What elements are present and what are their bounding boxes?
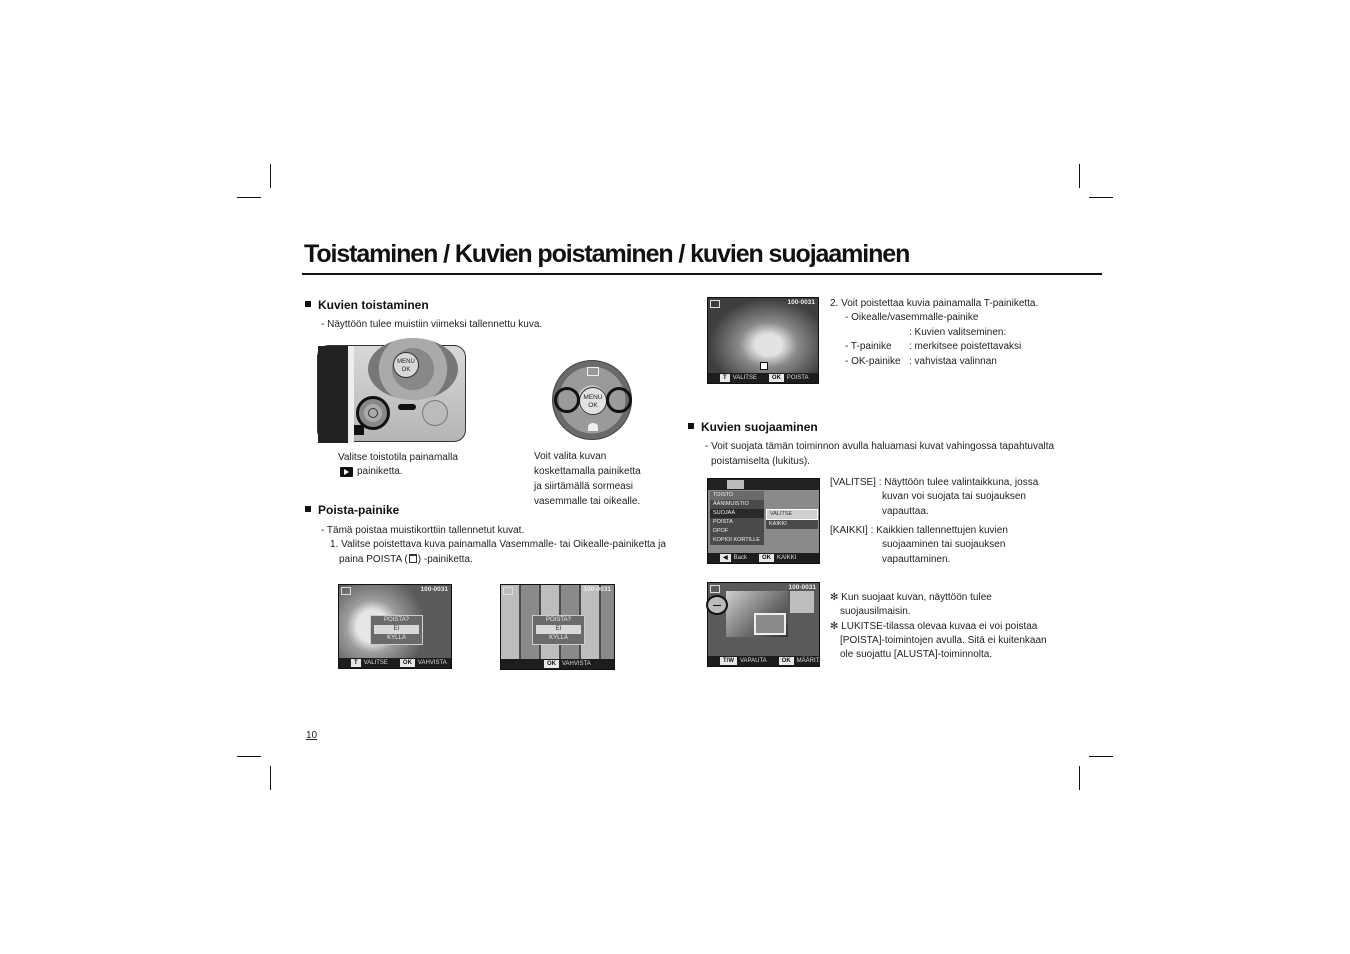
trash-icon: [409, 554, 417, 563]
submenu-item-valitse[interactable]: VALITSE: [766, 509, 818, 520]
caption-dial-1: Voit valita kuvan: [534, 451, 607, 462]
step2-a: - Oikealle/vasemmalle-painike: [845, 312, 979, 323]
caption-dial-4: vasemmalle tai oikealle.: [534, 496, 641, 507]
file-number: 100-0031: [420, 586, 448, 593]
note-1a: ✻ Kun suojaat kuvan, näyttöön tulee: [830, 592, 992, 603]
step2-c-desc: : merkitsee poistettavaksi: [909, 341, 1022, 352]
option-no[interactable]: EI: [374, 625, 419, 634]
section-heading-delete: Poista-painike: [305, 503, 399, 517]
step2-c-key: - T-painike: [845, 341, 892, 352]
menu-tab-bar: [708, 479, 819, 490]
section-heading-protect: Kuvien suojaaminen: [688, 420, 818, 434]
lock-indicator-icon: [706, 595, 728, 615]
camera-back-illustration: [317, 345, 466, 442]
caption-playmode-1: Valitse toistotila painamalla: [338, 452, 458, 463]
hand-pointer-icon: [354, 425, 364, 435]
camera-screen-protect-menu: [707, 478, 820, 564]
section-heading-playback: Kuvien toistaminen: [305, 298, 429, 312]
option-yes[interactable]: KYLLÄ: [549, 635, 568, 641]
file-number: 100-0031: [788, 584, 816, 591]
play-icon: [368, 408, 378, 418]
menu-item-kopioi[interactable]: KOPIOI KORTILLE: [710, 536, 764, 545]
camera-screen-delete-single: [338, 584, 452, 669]
valitse-text-2: kuvan voi suojata tai suojauksen: [882, 491, 1026, 502]
note-1b: suojausilmaisin.: [840, 606, 911, 617]
macro-icon: [588, 423, 598, 431]
kaikki-text-2: suojaaminen tai suojauksen: [882, 539, 1006, 550]
camera-screen-select-delete: [707, 297, 819, 384]
menu-item-toisto[interactable]: TOISTO: [710, 491, 764, 500]
right-button-highlight: [606, 387, 632, 413]
menu-item-aanimuistio[interactable]: ÄÄNIMUISTIO: [710, 500, 764, 509]
crop-mark: [1089, 197, 1113, 198]
delete-step-1: 1. Valitse poistettava kuva painamalla Vasemmalle- tai Oikealle-painiketta ja: [330, 539, 666, 550]
crop-mark: [270, 164, 271, 188]
playback-text: - Näyttöön tulee muistiin viimeksi tallennettu kuva.: [321, 319, 543, 330]
note-2a: ✻ LUKITSE-tilassa olevaa kuvaa ei voi poistaa: [830, 621, 1038, 632]
protect-text-1: - Voit suojata tämän toiminnon avulla haluamasi kuvat vahingossa tapahtuvalta: [705, 441, 1055, 452]
kaikki-text-1: [KAIKKI] : Kaikkien tallennettujen kuvien: [830, 525, 1008, 536]
file-number: 100-0031: [583, 586, 611, 593]
crop-mark: [270, 766, 271, 790]
option-no[interactable]: EI: [536, 625, 581, 634]
crop-mark: [237, 756, 261, 757]
selected-thumbnail[interactable]: [754, 613, 786, 635]
delete-dialog: [532, 615, 585, 645]
screen-bottom-bar: ◀ Back OK KAIKKI: [708, 553, 819, 563]
kaikki-text-3: vapauttaminen.: [882, 554, 951, 565]
camera-screen-protect-select: [707, 582, 824, 667]
caption-dial-2: koskettamalla painiketta: [534, 466, 641, 477]
crop-mark: [1079, 766, 1080, 790]
screen-bottom-bar: T VALITSE OK VAHVISTA: [339, 658, 451, 668]
play-icon: [710, 300, 720, 308]
delete-step-1b: paina POISTA ( ) -painiketta.: [339, 554, 473, 565]
note-2c: ole suojattu [ALUSTA]-toiminnolta.: [840, 649, 993, 660]
screen-bottom-bar: T VALITSE OK POISTA: [708, 373, 818, 383]
step2-d-desc: : vahvistaa valinnan: [909, 356, 997, 367]
protect-text-2: poistamiselta (lukitus).: [711, 456, 810, 467]
title-rule: [302, 273, 1102, 275]
dialog-title: POISTA?: [384, 617, 409, 623]
menu-item-suojaa[interactable]: SUOJAA: [710, 509, 764, 518]
play-icon: [710, 585, 720, 593]
checkbox-icon[interactable]: [760, 362, 768, 370]
screen-bottom-bar: T/W VAPAUTA OK MÄÄRITÄ: [708, 656, 819, 666]
delete-text-1: - Tämä poistaa muistikorttiin tallennetut kuvat.: [321, 525, 525, 536]
step2-d-key: - OK-painike: [845, 356, 901, 367]
play-icon: [341, 587, 351, 595]
delete-dialog: [370, 615, 423, 645]
menu-list: [710, 491, 764, 545]
option-yes[interactable]: KYLLÄ: [387, 635, 406, 641]
trash-icon: [422, 400, 448, 426]
menu-item-dpof[interactable]: DPOF: [710, 527, 764, 536]
caption-playmode-2: painiketta.: [357, 466, 403, 477]
menu-ok-button: MENU OK: [393, 352, 419, 378]
play-icon: [340, 467, 353, 477]
left-button-highlight: [554, 387, 580, 413]
menu-ok-button: MENU OK: [579, 387, 607, 415]
thumbnail-image: [790, 591, 814, 613]
note-2b: [POISTA]-toimintojen avulla. Sitä ei kuitenkaan: [840, 635, 1047, 646]
submenu-item-kaikki[interactable]: KAIKKI: [766, 520, 818, 529]
submenu-list: [766, 509, 818, 529]
valitse-text-3: vapauttaa.: [882, 506, 929, 517]
display-icon: [587, 367, 599, 376]
page-title: Toistaminen / Kuvien poistaminen / kuvien suojaaminen: [304, 240, 910, 268]
crop-mark: [1079, 164, 1080, 188]
dialog-title: POISTA?: [546, 617, 571, 623]
step2-text: 2. Voit poistettaa kuvia painamalla T-painiketta.: [830, 298, 1039, 309]
crop-mark: [237, 197, 261, 198]
menu-item-poista[interactable]: POISTA: [710, 518, 764, 527]
valitse-text-1: [VALITSE] : Näyttöön tulee valintaikkuna, jossa: [830, 477, 1039, 488]
tab-playback-icon[interactable]: [727, 480, 744, 489]
screen-bottom-bar: OK VAHVISTA: [501, 659, 614, 669]
caption-dial-3: ja siirtämällä sormeasi: [534, 481, 633, 492]
crop-mark: [1089, 756, 1113, 757]
play-pause-icon: [398, 404, 416, 410]
page-number: 10: [306, 730, 318, 741]
camera-screen-delete-thumbnails: [500, 584, 615, 670]
camera-dial-illustration: [552, 360, 632, 440]
file-number: 100-0031: [787, 299, 815, 306]
step2-b: : Kuvien valitseminen:: [909, 327, 1007, 338]
play-icon: [503, 587, 513, 595]
